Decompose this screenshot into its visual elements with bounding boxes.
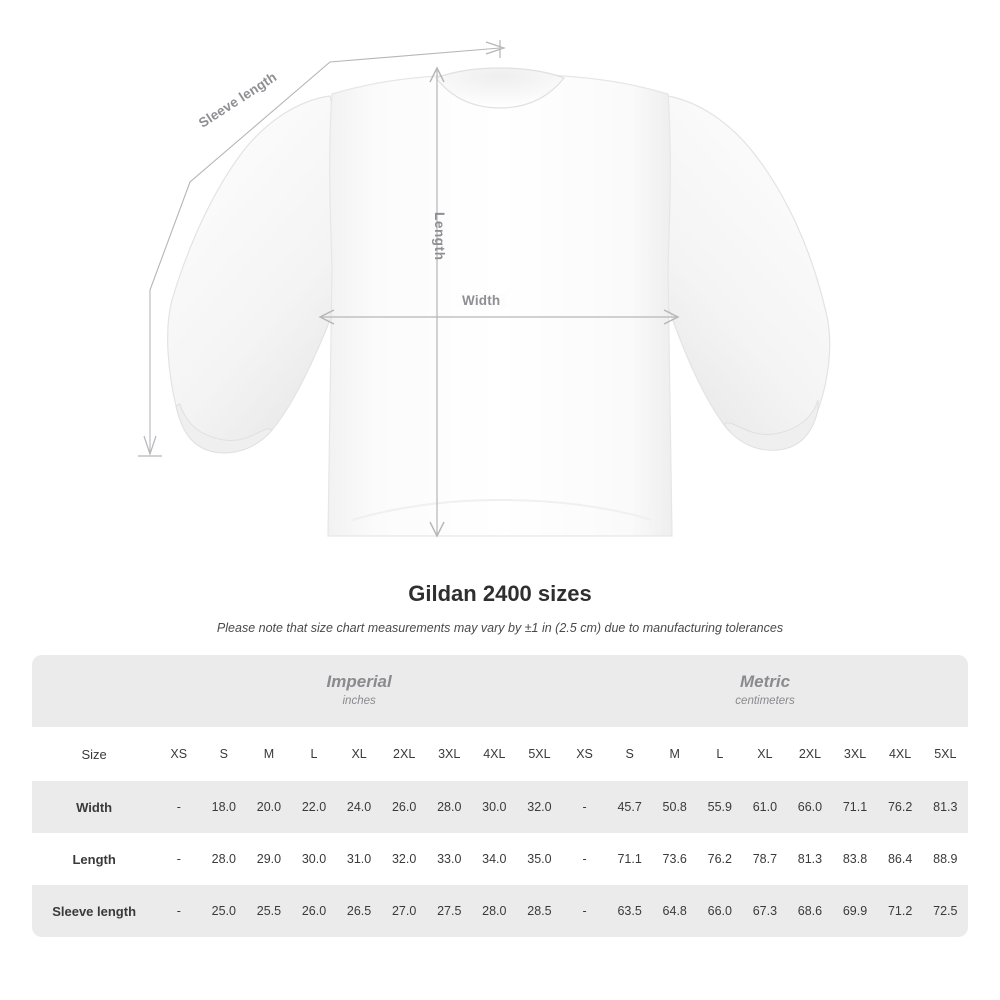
metric-label: Metric	[739, 672, 791, 692]
cell: -	[562, 885, 607, 937]
cell: -	[582, 852, 587, 866]
cell: -	[176, 852, 181, 866]
size-metric-xs: XS	[562, 727, 607, 781]
size-metric-3xl: 3XL	[833, 727, 878, 781]
cell: 66.0	[787, 781, 832, 833]
metric-group-header	[562, 655, 968, 727]
cell: 88.9	[933, 852, 958, 866]
cell: 30.0	[301, 852, 327, 866]
cell: 29.0	[256, 852, 282, 866]
cell: 81.3	[797, 852, 823, 866]
imperial-group-header	[156, 655, 562, 727]
cell: 32.0	[391, 852, 417, 866]
cell: 64.8	[652, 885, 697, 937]
size-metric-2xl: 2XL	[787, 727, 832, 781]
metric-unit: centimeters	[735, 695, 795, 708]
table-row	[32, 885, 968, 937]
cell: 31.0	[346, 852, 372, 866]
size-metric-l: L	[697, 727, 742, 781]
cell: 22.0	[291, 781, 336, 833]
size-header-row	[32, 727, 968, 781]
cell: 78.7	[752, 852, 778, 866]
cell: 68.6	[787, 885, 832, 937]
cell: 20.0	[246, 781, 291, 833]
sleeve-length-label: Sleeve length	[196, 69, 280, 131]
cell: -	[156, 781, 201, 833]
size-imperial-xl: XL	[337, 727, 382, 781]
cell: 32.0	[517, 781, 562, 833]
cell: 27.0	[382, 885, 427, 937]
cell: 69.9	[833, 885, 878, 937]
width-label: Width	[456, 293, 506, 308]
unit-group-header-row	[32, 655, 968, 727]
cell: 25.5	[246, 885, 291, 937]
size-imperial-3xl: 3XL	[427, 727, 472, 781]
size-imperial-4xl: 4XL	[472, 727, 517, 781]
cell: -	[156, 885, 201, 937]
left-sleeve-shape	[168, 96, 356, 451]
size-imperial-l: L	[291, 727, 336, 781]
row-label-width: Width	[32, 781, 156, 833]
cell: 71.1	[833, 781, 878, 833]
cell: 81.3	[923, 781, 968, 833]
cell: 18.0	[201, 781, 246, 833]
imperial-label: Imperial	[326, 672, 392, 692]
cell: 67.3	[742, 885, 787, 937]
size-metric-xl: XL	[742, 727, 787, 781]
cell: 28.0	[427, 781, 472, 833]
cell: 55.9	[697, 781, 742, 833]
cell: 86.4	[887, 852, 913, 866]
page-title: Gildan 2400 sizes	[408, 581, 592, 606]
imperial-unit: inches	[342, 695, 376, 708]
cell: 63.5	[607, 885, 652, 937]
cell: 83.8	[842, 852, 868, 866]
cell: 50.8	[652, 781, 697, 833]
size-imperial-m: M	[246, 727, 291, 781]
cell: 73.6	[662, 852, 687, 866]
cell: 28.0	[472, 885, 517, 937]
table-row	[32, 781, 968, 833]
tolerance-note: Please note that size chart measurements may vary by ±1 in (2.5 cm) due to manufacturing tolerances	[216, 621, 784, 635]
cell: 71.2	[878, 885, 923, 937]
size-imperial-5xl: 5XL	[517, 727, 562, 781]
row-label-sleeve-length: Sleeve length	[32, 885, 156, 937]
cell: 30.0	[472, 781, 517, 833]
size-metric-4xl: 4XL	[878, 727, 923, 781]
size-metric-s: S	[607, 727, 652, 781]
cell: 76.2	[707, 852, 732, 866]
group-header-spacer	[32, 655, 156, 727]
title-block	[0, 581, 1000, 635]
length-label: Length	[432, 212, 447, 261]
size-metric-m: M	[652, 727, 697, 781]
cell: 66.0	[697, 885, 742, 937]
cell: 26.0	[291, 885, 336, 937]
cell: 25.0	[201, 885, 246, 937]
cell: 24.0	[337, 781, 382, 833]
size-imperial-xs: XS	[156, 727, 201, 781]
cell: 26.0	[382, 781, 427, 833]
size-metric-5xl: 5XL	[923, 727, 968, 781]
cell: 33.0	[437, 852, 462, 866]
cell: 34.0	[482, 852, 507, 866]
cell: 76.2	[878, 781, 923, 833]
size-chart-table	[32, 655, 968, 937]
size-imperial-s: S	[201, 727, 246, 781]
cell: 27.5	[427, 885, 472, 937]
cell: 26.5	[337, 885, 382, 937]
cell: 28.5	[517, 885, 562, 937]
size-header-cell: Size	[32, 727, 156, 781]
cell: 72.5	[923, 885, 968, 937]
cell: 35.0	[527, 852, 552, 866]
size-table-wrapper	[0, 655, 1000, 937]
table-row	[32, 833, 968, 885]
cell: -	[562, 781, 607, 833]
cell: 61.0	[742, 781, 787, 833]
cell: 45.7	[607, 781, 652, 833]
cell: 71.1	[617, 852, 642, 866]
cell: 28.0	[211, 852, 237, 866]
row-label-length: Length	[72, 851, 116, 867]
size-imperial-2xl: 2XL	[382, 727, 427, 781]
